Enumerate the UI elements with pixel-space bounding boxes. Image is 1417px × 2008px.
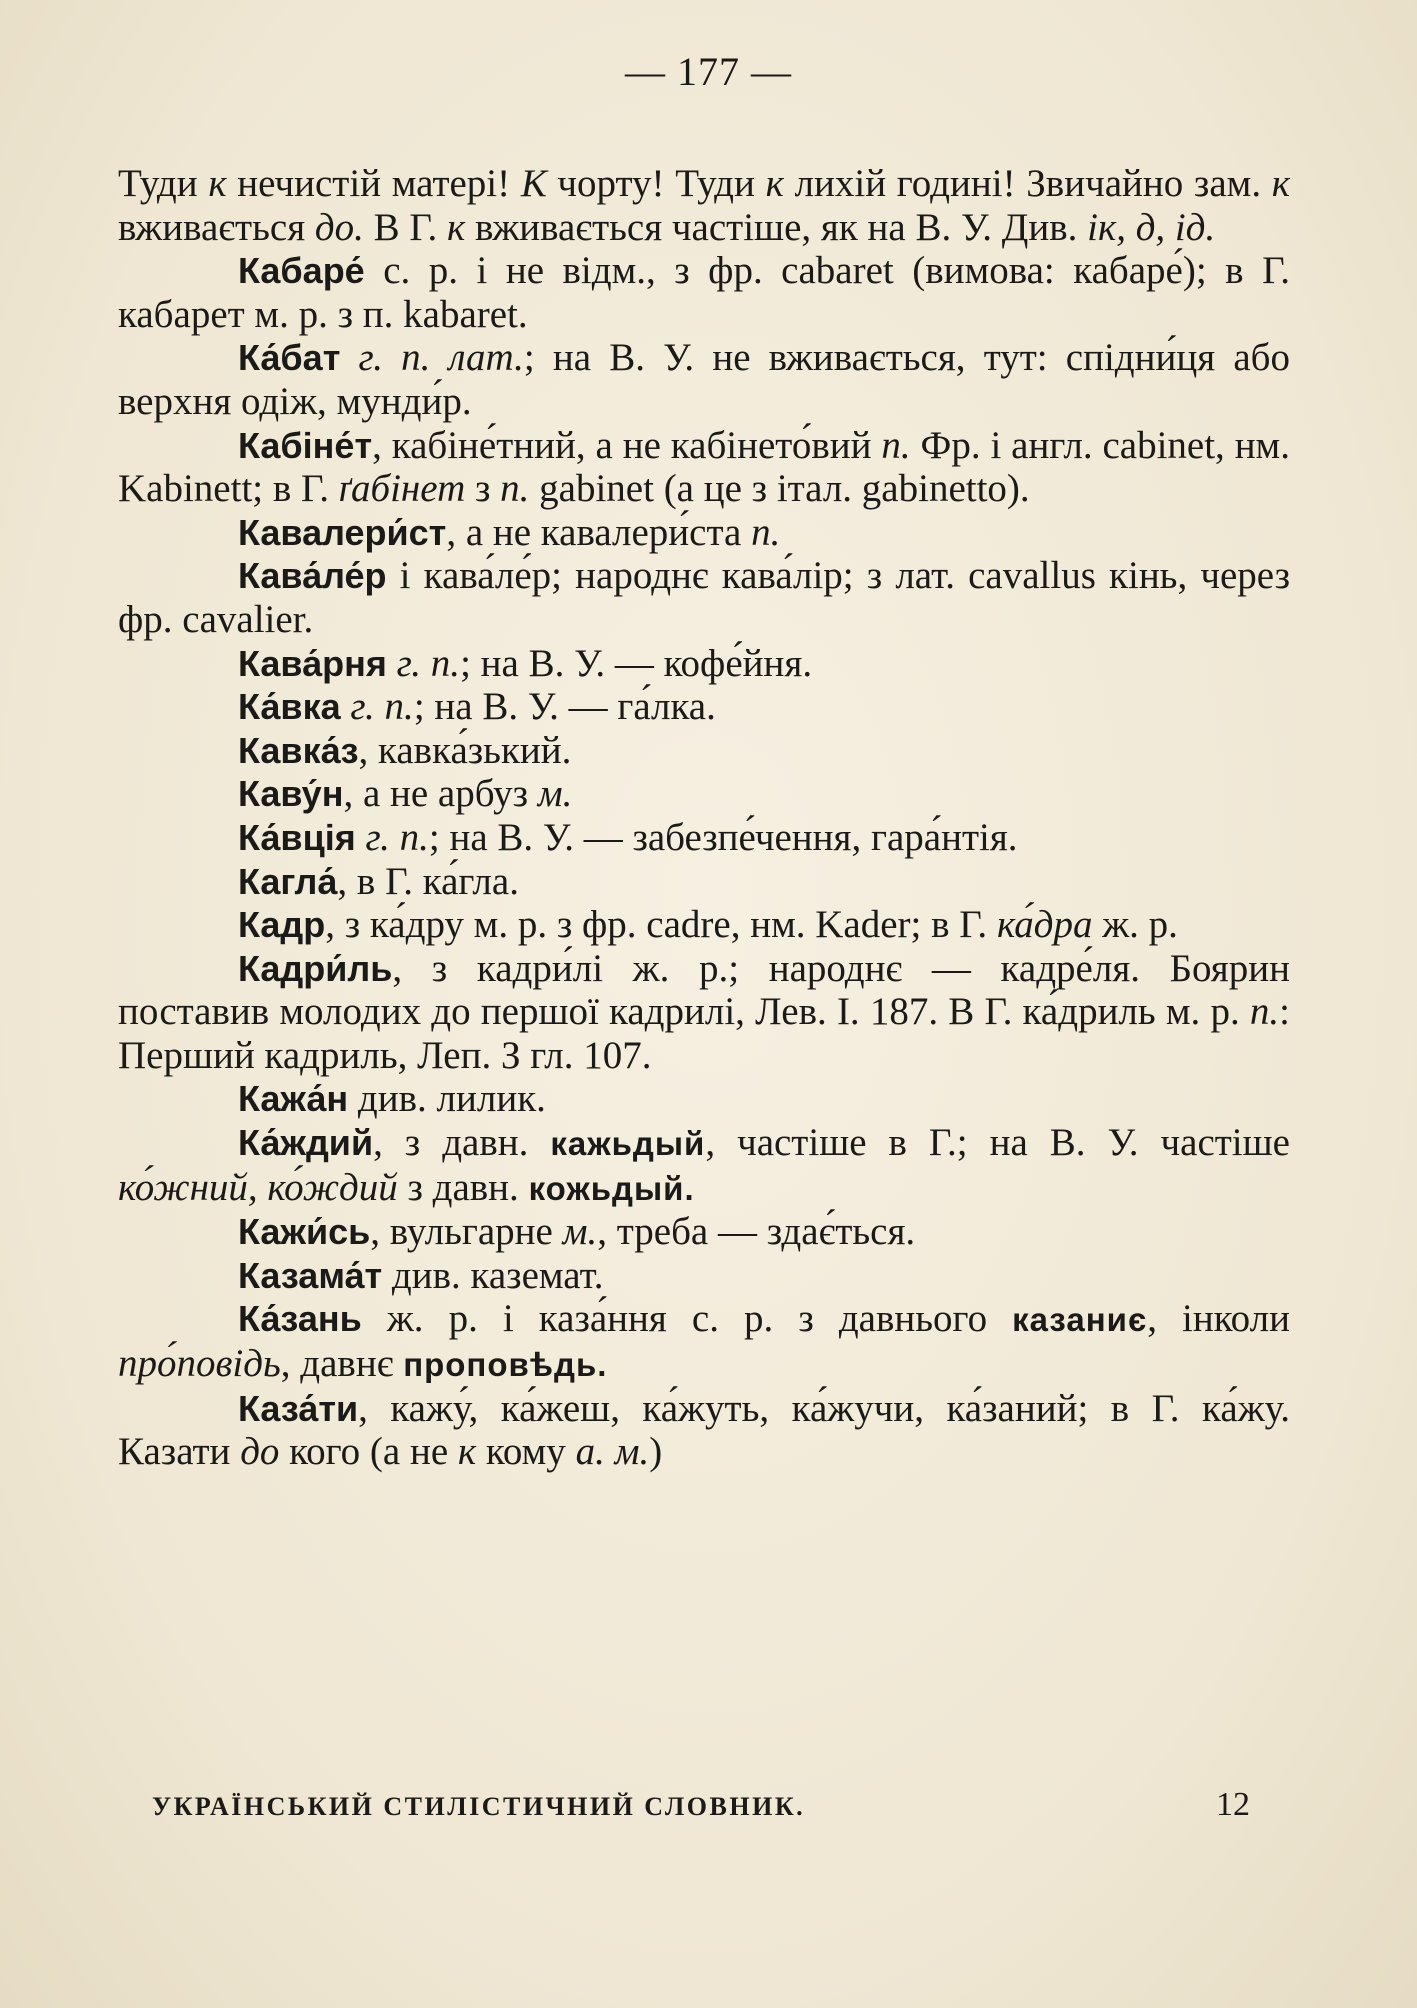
text-run: : Перший кадриль, Леп. З гл. 107.: [118, 990, 1290, 1077]
italic-run: К: [520, 162, 547, 205]
text-run: ; на В. У. — забезпе́чення, гара́нтія.: [428, 815, 1018, 859]
headword: Кадри́ль: [238, 947, 393, 989]
italic-run: п.: [751, 510, 781, 554]
dictionary-entry: [118, 816, 1290, 860]
text-run: і кава́ле́р; народнє кава́лір; з лат. cavallus кінь, через фр. cavalier.: [118, 554, 1290, 641]
text-run: ж. р.: [1092, 903, 1178, 947]
headword: Кагла́: [238, 860, 338, 902]
italic-run: п.: [500, 467, 530, 511]
text-run: чорту! Туди: [546, 162, 766, 205]
text-run: [341, 685, 351, 728]
italic-run: м.: [537, 772, 573, 816]
italic-run: г. п. лат.: [358, 336, 524, 380]
text-run: лихій годині! Звичайно зам.: [783, 162, 1272, 205]
headword: Кажа́н: [238, 1078, 349, 1120]
italic-run: а. м.: [575, 1430, 650, 1474]
headword: Ка́бат: [238, 337, 341, 379]
text-run: ж. р. і каза́ння с. р. з давнього: [361, 1297, 1013, 1341]
headword: Кабіне́т: [238, 424, 373, 466]
italic-run: к: [208, 162, 227, 205]
text-run: кому: [476, 1430, 576, 1474]
text-run: ; на В. У. не вживається, тут: спідни́ця або верхня одіж, мунди́р.: [118, 336, 1291, 423]
text-run: , треба — здає́ться.: [597, 1210, 916, 1254]
text-run: [356, 816, 366, 859]
text-run: Туди: [118, 162, 209, 205]
italic-run: ік, д, ід.: [1087, 205, 1216, 249]
dictionary-entry: [118, 249, 1290, 336]
text-run: нечистій матері!: [226, 162, 521, 205]
continuation-paragraph: [118, 162, 1290, 249]
text-run: с. р. і не відм., з фр. cabaret (вимова: кабаре́); в Г. кабарет м. р. з п. kabaret.: [118, 249, 1290, 336]
footer-title: УКРАЇНСЬКИЙ СТИЛІСТИЧНИЙ СЛОВНИК.: [152, 1792, 806, 1821]
dictionary-entry: [118, 1121, 1290, 1210]
old-script-word: казаниє: [1012, 1301, 1148, 1339]
text-run: ; на В. У. — кофе́йня.: [460, 641, 813, 685]
text-run: див. каземат.: [382, 1253, 604, 1297]
text-run: з давн.: [397, 1165, 529, 1209]
headword: Ка́вка: [238, 686, 341, 728]
text-run: В Г.: [363, 205, 448, 249]
text-run: , інколи: [1147, 1297, 1290, 1341]
old-script-word: проповѣдь.: [403, 1346, 608, 1384]
text-run: , давнє: [280, 1342, 404, 1386]
dictionary-entry: [118, 772, 1290, 816]
text-run: , а не кавалери́ста: [446, 510, 752, 554]
dictionary-entry: [118, 1210, 1290, 1254]
text-run: ): [649, 1430, 663, 1474]
headword: Каза́ти: [238, 1387, 359, 1429]
italic-run: к: [447, 205, 466, 249]
text-run: , з кадри́лі ж. р.; народнє — кадре́ля. Боярин поставив молодих до першої кадрилі, Лев. І. 187. В Г. ка́дриль м. р.: [118, 946, 1290, 1034]
italic-run: ґабінет: [338, 467, 466, 511]
headword: Каву́н: [238, 773, 344, 815]
headword: Казама́т: [238, 1254, 383, 1296]
dictionary-entry: [118, 947, 1290, 1078]
dictionary-body: [118, 162, 1290, 1474]
italic-run: до.: [314, 205, 364, 249]
dictionary-entry: [118, 554, 1290, 641]
headword: Ка́ждий: [238, 1122, 374, 1164]
text-run: [340, 336, 358, 379]
italic-run: п.: [881, 423, 911, 467]
dictionary-entry: [118, 860, 1290, 904]
headword: Кажи́сь: [238, 1211, 371, 1253]
dictionary-entry: [118, 903, 1290, 947]
text-run: [387, 642, 397, 685]
text-run: , вульгарне: [370, 1210, 563, 1254]
dictionary-entry: [118, 1297, 1290, 1386]
text-run: з: [465, 467, 501, 511]
dictionary-entry: [118, 729, 1290, 773]
italic-run: п.: [1249, 990, 1280, 1034]
text-run: , а не арбуз: [343, 772, 538, 816]
text-run: gabinet (а це з італ. gabinetto).: [529, 467, 1030, 511]
italic-run: ка́дра: [996, 903, 1093, 947]
text-run: кого (а не: [279, 1430, 458, 1474]
text-run: ; на В. У. — га́лка.: [413, 685, 716, 729]
italic-run: к: [765, 162, 784, 205]
text-run: вживається: [118, 205, 315, 249]
old-script-word: кожьдый.: [528, 1169, 695, 1207]
dictionary-entry: [118, 1254, 1290, 1298]
signature-number: 12: [1216, 1786, 1250, 1823]
italic-run: к: [457, 1430, 477, 1474]
headword: Ка́зань: [238, 1298, 362, 1340]
headword: Кадр: [238, 904, 326, 946]
dictionary-entry: [118, 424, 1290, 511]
headword: Кавалери́ст: [238, 511, 447, 553]
text-run: , кажу́, ка́жеш, ка́жуть, ка́жучи, ка́заний; в Г. ка́жу. Казати: [118, 1386, 1290, 1474]
headword: Кава́рня: [238, 642, 387, 684]
dictionary-entry: [118, 685, 1290, 729]
dictionary-entry: [118, 336, 1290, 423]
headword: Ка́вція: [238, 816, 356, 858]
italic-run: про́повідь: [118, 1342, 281, 1386]
text-run: , частіше в Г.; на В. У. частіше: [705, 1121, 1290, 1165]
page-footer: [152, 1786, 1250, 1824]
text-run: вживається частіше, як на В. У. Див.: [465, 205, 1088, 249]
text-run: Фр. і англ. cabinet, нм. Kabinett; в Г.: [118, 423, 1290, 511]
italic-run: к: [1271, 162, 1291, 205]
dictionary-entry: [118, 1387, 1290, 1474]
dictionary-entry: [118, 1077, 1290, 1121]
text-run: , з давн.: [373, 1121, 551, 1165]
italic-run: до: [240, 1430, 280, 1474]
text-run: див. лилик.: [348, 1077, 546, 1121]
headword: Кавка́з: [238, 729, 359, 771]
italic-run: м.: [562, 1210, 598, 1254]
text-run: , кабіне́тний, а не кабінето́вий: [372, 423, 882, 467]
dictionary-entry: [118, 642, 1290, 686]
italic-run: г. п.: [396, 641, 461, 685]
text-run: , в Г. ка́гла.: [337, 859, 519, 903]
text-run: , кавка́зький.: [358, 728, 572, 772]
text-run: , з ка́дру м. р. з фр. cadre, нм. Kader; в Г.: [325, 903, 997, 947]
italic-run: г. п.: [350, 685, 414, 729]
headword: Кава́ле́р: [238, 555, 387, 597]
dictionary-entry: [118, 511, 1290, 555]
italic-run: г. п.: [365, 815, 429, 859]
page-number: — 177 —: [625, 49, 792, 94]
old-script-word: кажьдый: [550, 1125, 706, 1163]
headword: Кабаре́: [238, 250, 365, 292]
italic-run: ко́жний, ко́ждий: [118, 1165, 398, 1209]
